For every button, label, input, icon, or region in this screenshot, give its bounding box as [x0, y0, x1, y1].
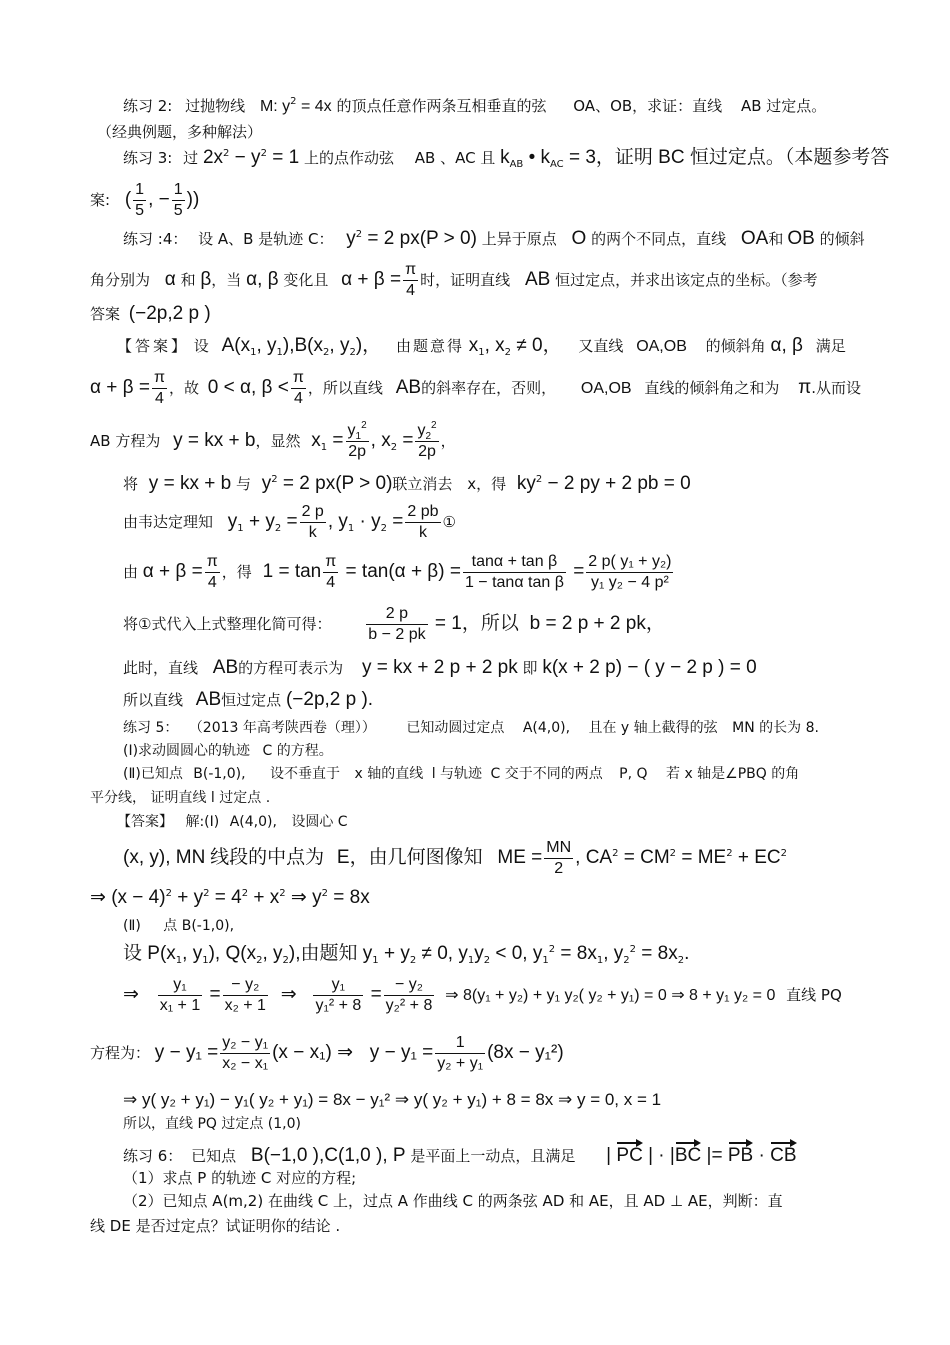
exercise-4-line3: 答案 (−2p,2 p )	[90, 303, 211, 324]
fraction: $\frac{\text{tanα + tan β}}{\text{1 − tanα tan β}}$	[464, 553, 564, 591]
fraction: $\frac{\text{y₂ − y₁}}{\text{x₂ − x₁}}$	[222, 1034, 269, 1072]
exercise-5-part2-cont: 平分线， 证明直线 l 过定点 .	[90, 790, 271, 806]
exercise-4-line1: 练习 :4： 设 A、B 是轨迹 C： $y^2 = 2$ px(P > 0) 上异于原点 O 的两个不同点，直线 OA和 OB 的倾斜	[123, 228, 865, 249]
exercise-5-part1: (Ⅰ)求动圆圆心的轨迹 C 的方程。	[123, 743, 333, 759]
answer-4-line3: AB 方程为 y = kx + b，显然 $x_1$ = $\frac{y_1^2}{2p}$ , $x_2$ = $\frac{y_2^2}{2p}$ ，	[90, 420, 456, 460]
answer-5-line8: ⇒ y( y₂ + y₁) − y₁( y₂ + y₁) = 8x − y₁² ⇒ y( y₂ + y₁) + 8 = 8x ⇒ y = 0, x = 1	[123, 1090, 662, 1109]
answer-5-line3: ⇒ $(x - 4)^2 + y^2 = 4^2 + x^2$ ⇒ $y^2 = 8x$	[90, 887, 370, 908]
fraction: $\frac{MN}{2}$	[546, 839, 572, 877]
fraction: $\frac{2 p}{k}$	[301, 503, 324, 541]
answer-5-line5: 设 $P(x_1$, $y_1$), $Q(x_2$, $y_2$),由题知 $y_1 + y_2 \ne 0$, $y_1y_2 < 0$, $y_1^2 = 8x_1$, $y_2^2 = 8x_2$.	[123, 943, 690, 966]
fraction: $\frac{\pi}{4}$	[206, 553, 218, 591]
answer-5-line7: 方程为： y − y₁ = $\frac{\text{y₂ − y₁}}{\text{x₂ − x₁}}$ (x − x₁) ⇒ y − y₁ = $\frac{1}{\text{y₂ + y₁}}$ (8x − y₁²)	[90, 1034, 564, 1072]
exercise-6-line1: 练习 6： 已知点 B(−1,0 ),C(1,0 ), P 是平面上一动点，且满足 | PC | · |BC |= PB · CB	[123, 1140, 797, 1166]
answer-5-line1: 【答案】 解:(Ⅰ) A(4,0), 设圆心 C	[117, 814, 348, 830]
answer-4-line1: 【答案】 设 $A(x_1$, $y_1),B(x_2$, $y_2$)， 由题意得 $x_1$, $x_2 \ne 0$， 又直线 OA,OB 的倾斜角 α, β 满足	[117, 335, 846, 358]
answer-5-line2: (x, y), MN 线段的中点为 E，由几何图像知 ME = $\frac{MN}{2}$ , $CA^2 = CM^2 = ME^2 + EC^2$	[123, 839, 788, 877]
answer-4-line6: 由 α + β = $\frac{\pi}{4}$ ，得 1 = tan $\frac{\pi}{4}$ = tan(α + β) = $\frac{\text{tanα + tan β}}{\text{1 − tanα tan β}}$ = $\frac{\text{2 p( y₁ + y₂)}}{\text{y₁ y₂ − 4 p²}}$	[123, 553, 672, 591]
answer-5-line9: 所以，直线 PQ 过定点 (1,0)	[123, 1116, 302, 1132]
fraction: $\frac{y_2^2}{2p}$	[417, 420, 437, 460]
fraction: $\frac{2 pb}{k}$	[407, 503, 439, 541]
exercise-3-line1: 练习 3: 过 $2x^2 - y^2 = 1$ 上的点作动弦 AB 、AC 且 $k_{AB}$ • $k_{AC} = 3$，证明 BC 恒过定点。（本题参考答	[123, 147, 890, 170]
exercise-6-q2-cont: 线 DE 是否过定点？试证明你的结论 .	[90, 1217, 341, 1235]
fraction: $\frac{2 p}{b - 2 pk}$	[368, 605, 426, 643]
exercise-2-line1: 练习 2: 过抛物线 M: $y^2 = 4x$ 的顶点任意作两条互相垂直的弦 OA、OB，求证：直线 AB 过定点。	[123, 96, 827, 115]
exercise-6-q2: （2）已知点 A(m,2) 在曲线 C 上，过点 A 作曲线 C 的两条弦 AD 和 AE，且 AD ⊥ AE，判断：直	[123, 1192, 783, 1210]
fraction: $\frac{1}{5}$	[135, 181, 145, 219]
fraction: $\frac{\text{y₁}}{\text{y₁² + 8}}$	[315, 976, 362, 1014]
fraction: $\frac{1}{\text{y₂ + y₁}}$	[437, 1034, 484, 1072]
fraction: $\frac{\pi}{4}$	[292, 369, 304, 407]
fraction: $\frac{\pi}{4}$	[325, 553, 337, 591]
answer-4-line4: 将 y = kx + b 与 $y^2 = 2$ px(P > 0)联立消去 x，得 $ky^2 - 2$ py + 2 pb = 0	[123, 473, 691, 494]
exercise-3-answer: 案: ( $\frac{1}{5}$ , − $\frac{1}{5}$ ))	[90, 181, 200, 219]
fraction: $\frac{\text{y₁}}{\text{x₁ + 1}}$	[159, 976, 201, 1014]
exercise-5-part2: (Ⅱ)已知点 B(-1,0), 设不垂直于 x 轴的直线 l 与轨迹 C 交于不同的两点 P, Q 若 x 轴是∠PBQ 的角	[123, 766, 800, 782]
answer-4-line5: 由韦达定理知 $y_1 + y_2$ = $\frac{2 p}{k}$ , $y_1 \cdot y_2$ = $\frac{2 pb}{k}$ ①	[123, 503, 456, 541]
answer-5-line4: (Ⅱ) 点 B(-1,0),	[123, 918, 235, 934]
fraction: $\frac{\text{− y₂}}{\text{x₂ + 1}}$	[224, 976, 266, 1014]
answer-4-line8: 此时，直线 AB的方程可表示为 y = kx + 2 p + 2 pk 即 k(x + 2 p) − ( y − 2 p ) = 0	[123, 657, 757, 678]
fraction: $\frac{\text{2 p( y₁ + y₂)}}{\text{y₁ y₂ − 4 p²}}$	[588, 553, 672, 591]
answer-4-line7: 将①式代入上式整理化简可得： $\frac{2 p}{b - 2 pk}$ = 1，所以 b = 2 p + 2 pk，	[123, 605, 665, 643]
answer-4-line9: 所以直线 AB恒过定点 (−2p,2 p ).	[123, 689, 374, 710]
fraction: $\frac{\pi}{4}$	[405, 261, 417, 299]
fraction: $\frac{y_1^2}{2p}$	[347, 420, 367, 460]
exercise-2-note: （经典例题，多种解法）	[97, 123, 263, 141]
exercise-6-q1: （1）求点 P 的轨迹 C 对应的方程;	[123, 1169, 357, 1187]
answer-5-line6: ⇒ $\frac{\text{y₁}}{\text{x₁ + 1}}$ = $\frac{\text{− y₂}}{\text{x₂ + 1}}$ ⇒ $\frac{\text{y₁}}{\text{y₁² + 8}}$ = $\frac{\text{− y₂}}{\text{y₂² + 8}}$ ⇒ 8(y₁ + y₂) + y₁ y₂( y₂ + y₁) = 0 ⇒ 8 + y₁ y₂ = 0 直线 PQ	[123, 976, 842, 1014]
fraction: $\frac{\text{− y₂}}{\text{y₂² + 8}}$	[385, 976, 433, 1014]
exercise-4-line2: 角分别为 α 和 β，当 α, β 变化且 α + β = $\frac{\pi}{4}$ 时，证明直线 AB 恒过定点，并求出该定点的坐标。（参考	[90, 261, 818, 299]
fraction: $\frac{1}{5}$	[173, 181, 183, 219]
fraction: $\frac{\pi}{4}$	[153, 369, 165, 407]
exercise-5-line1: 练习 5： （2013 年高考陕西卷（理）） 已知动圆过定点 A(4,0), 且在 y 轴上截得的弦 MN 的长为 8.	[123, 720, 819, 736]
answer-4-line2: α + β = $\frac{\pi}{4}$ ，故 0 < α, β < $\frac{\pi}{4}$ ，所以直线 AB的斜率存在，否则， OA,OB 直线的倾斜角之和为 π.从而设	[90, 369, 862, 407]
